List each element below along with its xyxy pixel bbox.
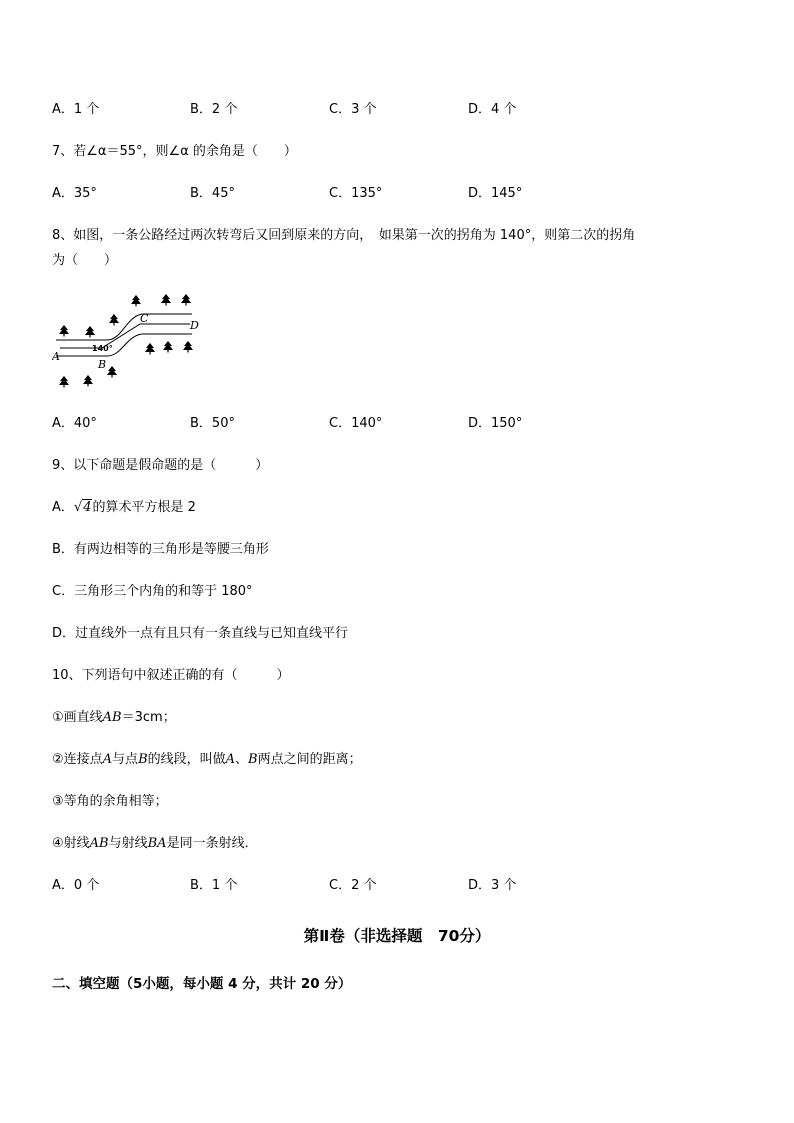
tree-icon <box>131 295 141 307</box>
s2-b2: B <box>248 752 258 767</box>
q9-option-c: C．三角形三个内角的和等于 180° <box>52 584 253 599</box>
q9-option-b: B．有两边相等的三角形是等腰三角形 <box>52 542 269 557</box>
label-b: B <box>98 358 107 371</box>
tree-icon <box>161 294 171 306</box>
q9-option-a-prefix: A． <box>52 500 74 515</box>
tree-icon <box>163 341 173 353</box>
q8-option-a: A．40° <box>52 416 97 431</box>
tree-icon <box>109 314 119 326</box>
s2-b: B <box>138 752 148 767</box>
q7-option-b: B．45° <box>190 186 235 201</box>
q6-option-c: C．3 个 <box>329 102 377 117</box>
q8-option-d: D．150° <box>468 416 523 431</box>
tree-icon <box>59 325 69 337</box>
q10-option-c: C．2 个 <box>329 878 377 893</box>
q8-stem-line1: 8、如图，一条公路经过两次转弯后又回到原来的方向， 如果第一次的拐角为 140°，则第二次的拐角 <box>52 228 636 243</box>
q10-statement-3: ③等角的余角相等； <box>52 794 168 809</box>
tree-icon <box>85 326 95 338</box>
s2-prefix: ②连接点 <box>52 752 103 767</box>
s2-suffix: 两点之间的距离； <box>257 752 362 767</box>
s2-a2: A <box>225 752 236 767</box>
s4-ba: BA <box>147 836 167 851</box>
sqrt-expression: √4 <box>73 500 92 515</box>
q8-option-b: B．50° <box>190 416 235 431</box>
q6-option-d: D．4 个 <box>468 102 517 117</box>
q7-option-d: D．145° <box>468 186 523 201</box>
q6-option-b: B．2 个 <box>190 102 238 117</box>
s1-prefix: ①画直线 <box>52 710 103 725</box>
s4-prefix: ④射线 <box>52 836 90 851</box>
label-d: D <box>190 319 199 332</box>
q9-option-a-suffix: 的算术平方根是 2 <box>92 500 196 515</box>
s2-mid1: 与点 <box>112 752 139 767</box>
label-a: A <box>52 350 60 363</box>
q10-option-b: B．1 个 <box>190 878 238 893</box>
s2-sep: 、 <box>235 752 249 767</box>
s1-suffix: ＝3cm； <box>121 710 176 725</box>
road-figure <box>52 292 212 392</box>
section-heading: 二、填空题（5小题，每小题 4 分，共计 20 分） <box>52 976 352 992</box>
tree-icon <box>145 343 155 355</box>
q10-option-a: A．0 个 <box>52 878 100 893</box>
sqrt-radicand: 4 <box>83 500 92 515</box>
q10-statement-1 <box>52 709 176 727</box>
s2-mid2: 的线段，叫做 <box>147 752 226 767</box>
q9-option-d: D．过直线外一点有且只有一条直线与已知直线平行 <box>52 626 349 641</box>
label-c: C <box>140 312 149 325</box>
s4-ab: AB <box>89 836 109 851</box>
tree-icon <box>83 375 93 387</box>
s1-math: AB <box>102 710 122 725</box>
part2-title: 第Ⅱ卷（非选择题 70分） <box>303 927 491 945</box>
q8-option-c: C．140° <box>329 416 383 431</box>
q7-option-c: C．135° <box>329 186 383 201</box>
s2-a: A <box>102 752 113 767</box>
q10-stem: 10、下列语句中叙述正确的有（ ） <box>52 668 290 683</box>
q7-option-a: A．35° <box>52 186 97 201</box>
q10-statement-2 <box>52 751 362 769</box>
tree-icon <box>183 341 193 353</box>
angle-label: 140° <box>92 344 113 353</box>
road-upper-edge <box>56 314 192 340</box>
road-lower-edge <box>56 334 192 356</box>
tree-icon <box>181 294 191 306</box>
q10-statement-4 <box>52 835 258 853</box>
tree-icon <box>59 376 69 388</box>
tree-icon <box>107 366 117 378</box>
q9-stem: 9、以下命题是假命题的是（ ） <box>52 458 269 473</box>
s4-mid: 与射线 <box>108 836 148 851</box>
q6-option-a: A．1 个 <box>52 102 100 117</box>
q7-stem: 7、若∠α＝55°，则∠α 的余角是（ ） <box>52 144 297 159</box>
s4-suffix: 是同一条射线． <box>166 836 258 851</box>
q8-stem-line2: 为（ ） <box>52 253 118 268</box>
q9-option-a <box>52 499 196 517</box>
q10-option-d: D．3 个 <box>468 878 517 893</box>
